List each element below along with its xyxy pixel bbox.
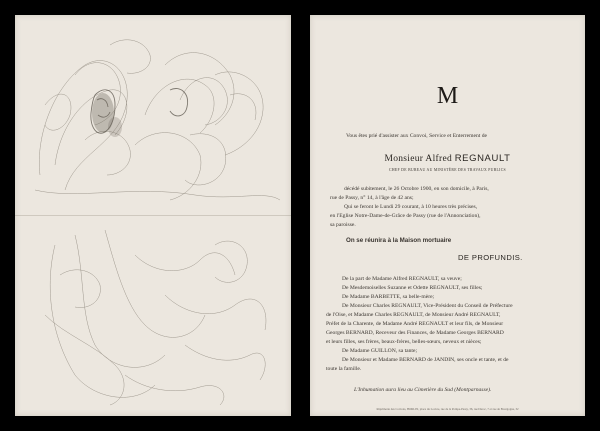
printer-imprint: Imprimerie des Convois, HORLIN, place du Louvre, rue de la Pompe-Passy, 36, rue Duroc, 7 et rue de Bourgogne, 32 — [376, 407, 519, 411]
body-line: rue de Passy, n° 14, à l'âge de 42 ans; — [330, 195, 414, 201]
deceased-honorific: Monsieur Alfred — [384, 154, 453, 164]
family-line: De la part de Madame Alfred REGNAULT, sa veuve; — [342, 276, 462, 282]
gathering-text: On se réunira à la Maison mortuaire — [346, 237, 452, 244]
family-line: De Monsieur et Madame BERNARD de JANDIN, ses oncle et tante, et de — [342, 357, 509, 363]
family-line: Préfet de la Charente, de Madame André REGNAULT et leur fils, de Monsieur — [326, 321, 504, 327]
monogram: M — [436, 83, 459, 109]
body-line: décédé subitement, le 26 Octobre 1900, en son domicile, à Paris, — [344, 186, 489, 192]
right-page-funeral-notice — [310, 15, 585, 416]
deceased-name — [310, 153, 585, 164]
family-line: toute la famille. — [326, 366, 362, 372]
page-fold-line — [15, 215, 291, 216]
inhumation-text: L'Inhumation aura lieu au Cimetière du Sud (Montparnasse). — [354, 387, 492, 393]
left-page-sketch — [15, 15, 291, 416]
family-line: De Madame GUILLON, sa tante; — [342, 348, 418, 354]
family-line: et leurs filles, ses frères, beaux-frères, belles-sœurs, neveux et nièces; — [326, 339, 482, 345]
family-line: De Madame BARBETTE, sa belle-mère; — [342, 294, 435, 300]
body-line: Qui se feront le Lundi 29 courant, à 10 heures très précises, — [344, 204, 478, 210]
family-line: de l'Oise, et Madame Charles REGNAULT, de Monsieur André REGNAULT, — [326, 312, 501, 318]
family-line: De Mesdemoiselles Suzanne et Odette REGNAULT, ses filles; — [342, 285, 483, 291]
family-line: De Monsieur Charles REGNAULT, Vice-Président du Conseil de Préfecture — [342, 303, 513, 309]
intro-text: Vous êtes prié d'assister aux Convoi, Service et Enterrement de — [346, 133, 488, 139]
deceased-surname: REGNAULT — [454, 153, 511, 164]
body-line: sa paroisse. — [330, 222, 356, 228]
deceased-subtitle: CHEF DE BUREAU AU MINISTÈRE DES TRAVAUX PUBLICS — [389, 168, 506, 172]
de-profundis: DE PROFUNDIS. — [458, 253, 523, 262]
body-line: en l'Eglise Notre-Dame-de-Grâce de Passy (rue de l'Annonciation), — [330, 213, 481, 219]
family-line: Georges BERNARD, Receveur des Finances, de Madame Georges BERNARD — [326, 330, 504, 336]
